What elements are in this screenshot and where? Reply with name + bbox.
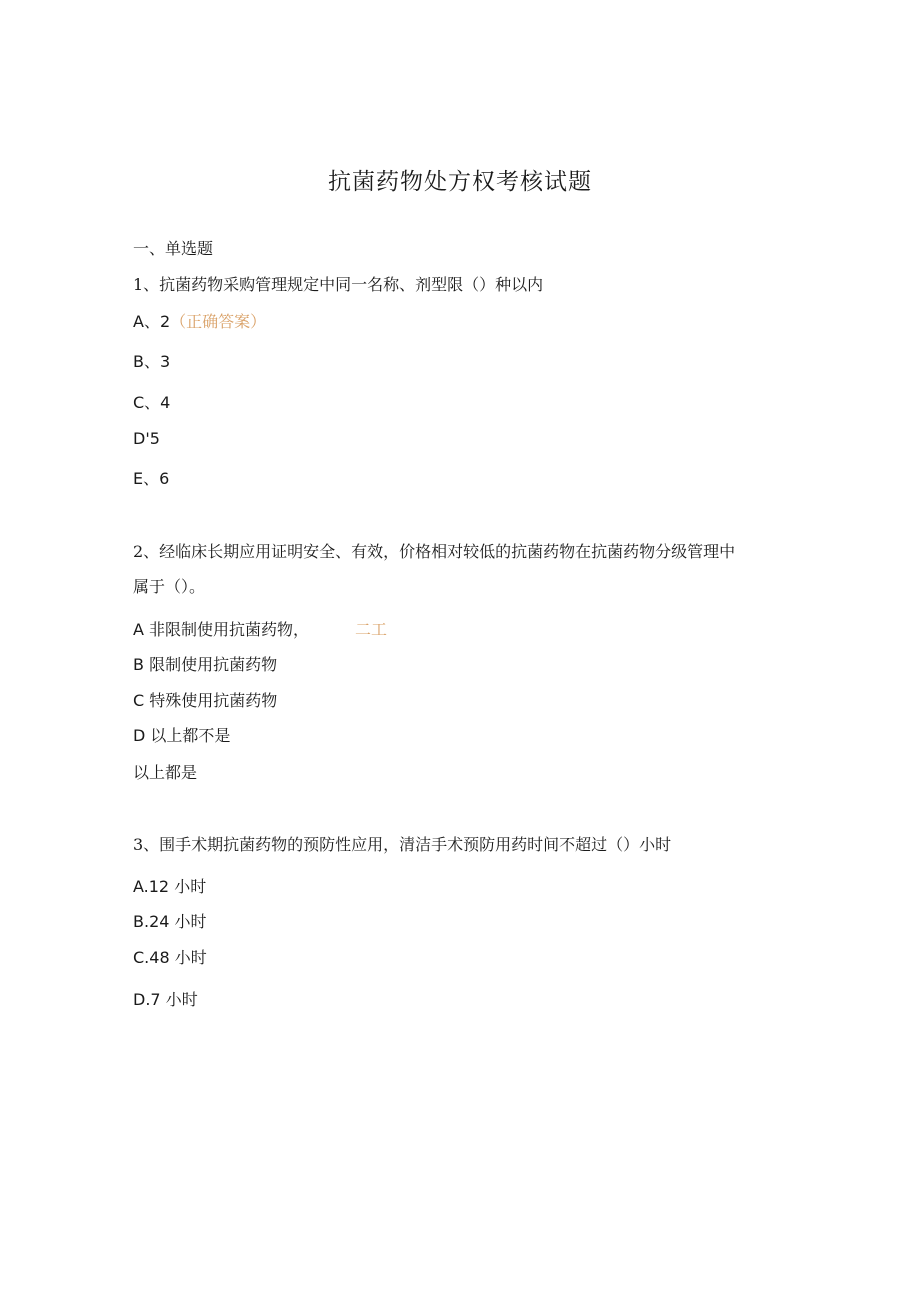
option-prefix: C、4 [133,393,171,412]
question-1-option-a [133,309,266,332]
question-3-option-a [133,874,206,897]
section-heading: 一、单选题 [133,239,214,258]
option-text: 以上都是 [133,763,198,782]
question-1-option-c [133,390,170,413]
question-3-option-c [133,945,207,968]
page-title: 抗菌药物处方权考核试题 [328,169,592,195]
option-text: 特殊使用抗菌药物 [149,691,278,710]
option-text: 小时 [174,912,207,931]
question-1-option-e [133,466,169,489]
question-2-option-c [133,688,277,711]
question-3-stem: 3、围手术期抗菌药物的预防性应用，清洁手术预防用药时间不超过（）小时 [133,835,672,854]
correct-answer-mark: （正确答案） [170,312,267,331]
question-2-option-a [133,617,309,640]
option-text: 小时 [174,948,207,967]
option-text: 小时 [165,990,198,1009]
question-3-option-b [133,909,207,932]
question-2-option-e [133,760,197,783]
option-prefix: D'5 [133,429,160,448]
option-text: 小时 [174,877,207,896]
question-1-option-d [133,429,160,448]
option-prefix: A、2 [133,312,171,331]
question-2-option-b [133,652,277,675]
option-text: 以上都不是 [150,726,231,745]
option-text: 非限制使用抗菌药物， [149,620,310,639]
answer-mark: 二工 [355,620,388,639]
option-text: 限制使用抗菌药物 [149,655,278,674]
question-2-stem-line-2: 属于（）。 [133,577,206,596]
option-prefix: D.7 [133,990,161,1009]
option-prefix: D [133,726,146,745]
option-prefix: C.48 [133,948,170,967]
question-2-stem-line-1: 2、经临床长期应用证明安全、有效，价格相对较低的抗菌药物在抗菌药物分级管理中 [133,542,736,561]
question-1-stem: 1、抗菌药物采购管理规定中同一名称、剂型限（）种以内 [133,275,544,294]
question-3-option-d [133,987,198,1010]
option-prefix: E、6 [133,469,170,488]
option-prefix: B [133,655,144,674]
option-prefix: C [133,691,145,710]
question-2-option-d [133,723,230,746]
option-prefix: A [133,620,144,639]
option-prefix: B、3 [133,352,171,371]
option-prefix: A.12 [133,877,170,896]
option-prefix: B.24 [133,912,170,931]
question-1-option-b [133,349,170,372]
